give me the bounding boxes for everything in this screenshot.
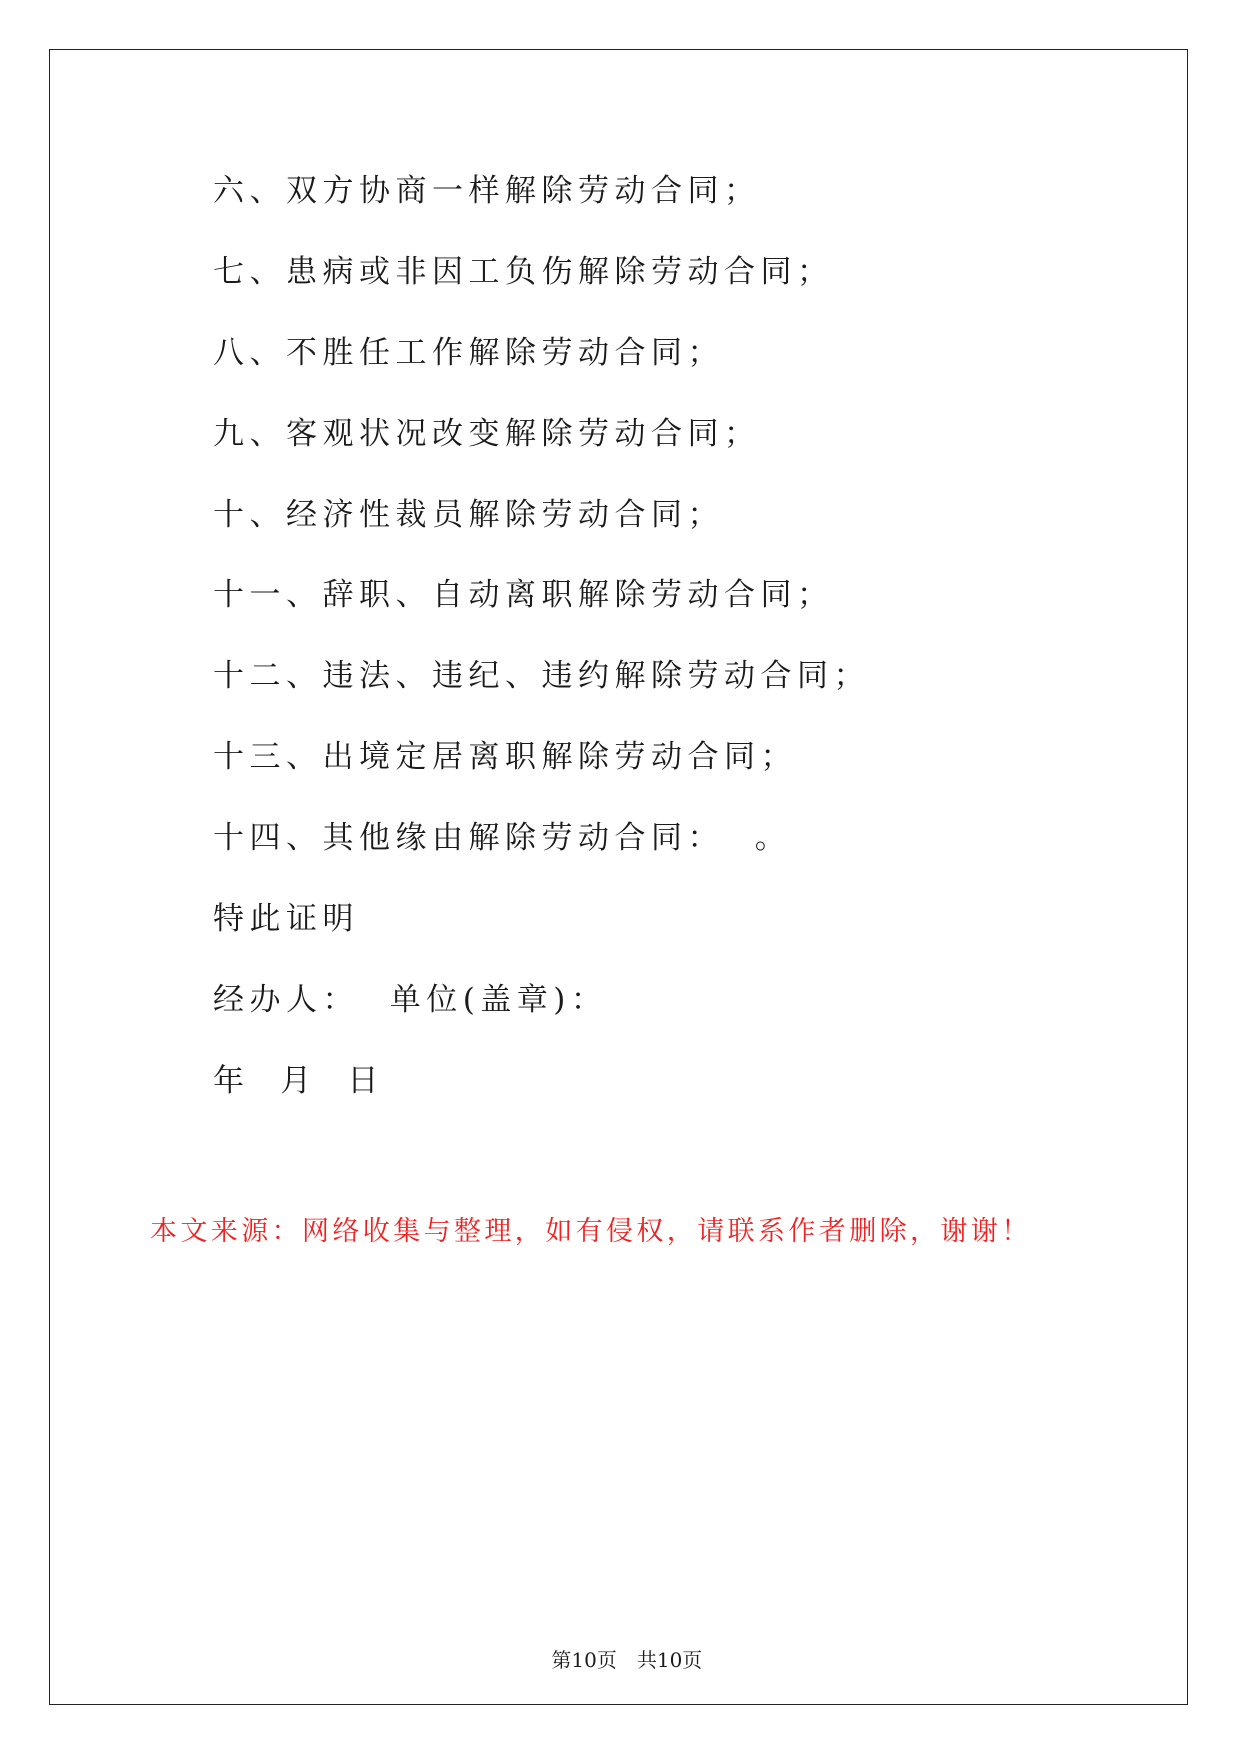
clause-line: 六、双方协商一样解除劳动合同； bbox=[213, 173, 761, 209]
clause-line: 十一、辞职、自动离职解除劳动合同； bbox=[213, 577, 834, 614]
clause-line: 十、经济性裁员解除劳动合同； bbox=[213, 496, 724, 533]
page-number: 第10页 bbox=[551, 1648, 617, 1672]
date-line: 年 月 日 bbox=[213, 1062, 384, 1099]
clause-line: 十四、其他缘由解除劳动合同： 。 bbox=[213, 820, 792, 857]
certification-line: 特此证明 bbox=[213, 901, 359, 938]
source-notice: 本文来源：网络收集与整理，如有侵权，请联系作者删除，谢谢！ bbox=[150, 1216, 1032, 1247]
page-footer bbox=[0, 1618, 1241, 1674]
clause-line: 十二、违法、违纪、违约解除劳动合同； bbox=[213, 658, 870, 695]
clause-line: 七、患病或非因工负伤解除劳动合同； bbox=[213, 253, 834, 290]
clause-line: 九、客观状况改变解除劳动合同； bbox=[213, 415, 761, 452]
document-body bbox=[213, 166, 1113, 1137]
page-total: 共10页 bbox=[636, 1648, 703, 1672]
signature-line: 经办人： 单位(盖章)： bbox=[213, 981, 608, 1018]
clause-line: 十三、出境定居离职解除劳动合同； bbox=[213, 739, 797, 776]
clause-line: 八、不胜任工作解除劳动合同； bbox=[213, 334, 724, 371]
